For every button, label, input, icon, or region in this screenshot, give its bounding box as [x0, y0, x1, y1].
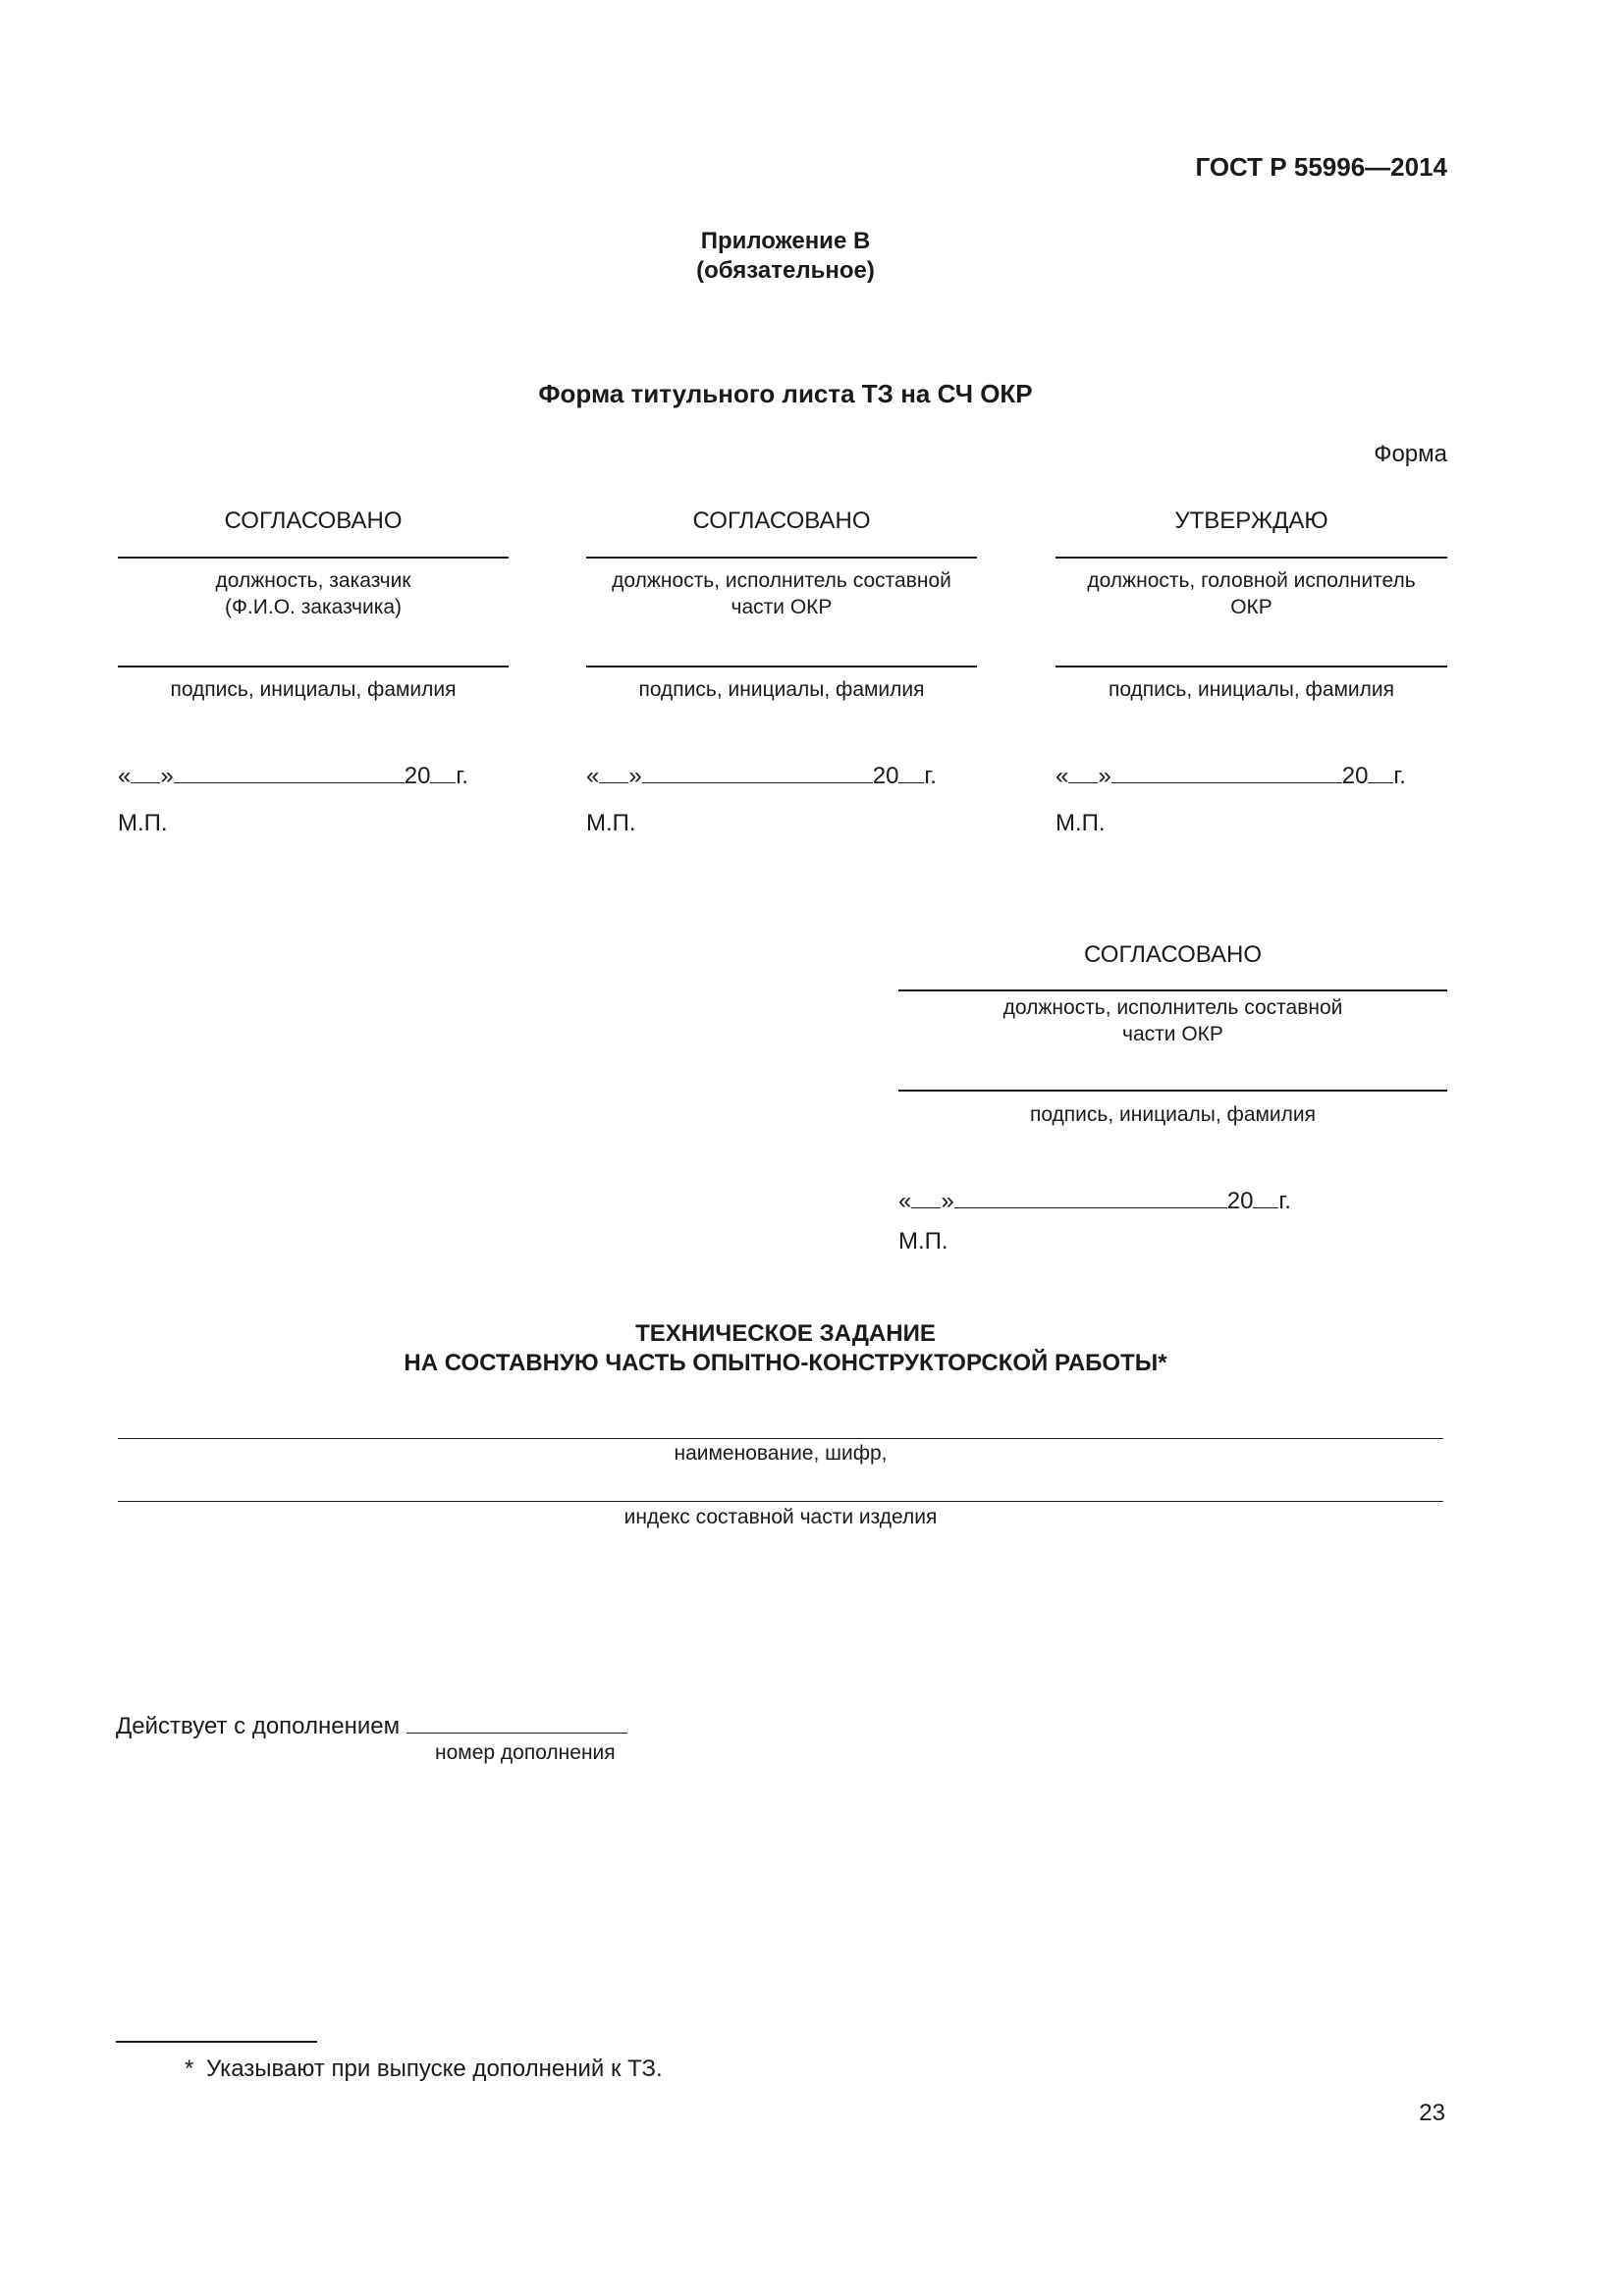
date-year: 20 — [1341, 763, 1369, 789]
date-quote-open: « — [898, 1188, 912, 1214]
month-blank — [642, 761, 873, 783]
date-suffix: г. — [456, 763, 468, 789]
supplement-label: Действует с дополнением — [116, 1713, 401, 1739]
seal-mark: М.П. — [1056, 810, 1106, 836]
column-heading: УТВЕРЖДАЮ — [1174, 507, 1328, 534]
month-blank — [1111, 761, 1342, 783]
position-line — [1056, 557, 1447, 559]
signature-caption: подпись, инициалы, фамилия — [1108, 678, 1395, 701]
day-blank — [599, 761, 628, 783]
day-blank — [911, 1186, 941, 1208]
appendix-status: (обязательное) — [696, 257, 875, 284]
date-quote-close: » — [160, 763, 174, 789]
signature-line — [898, 1090, 1447, 1092]
date-suffix: г. — [1393, 763, 1406, 789]
column-heading: СОГЛАСОВАНО — [224, 507, 403, 534]
index-line — [118, 1501, 1443, 1502]
footnote-marker: * — [185, 2056, 194, 2082]
date-field — [1056, 761, 1406, 790]
date-year: 20 — [1226, 1188, 1254, 1214]
date-quote-open: « — [1056, 763, 1069, 789]
signature-line — [118, 666, 509, 667]
signature-caption: подпись, инициалы, фамилия — [1029, 1103, 1317, 1126]
date-quote-open: « — [586, 763, 600, 789]
footnote-separator — [116, 2041, 317, 2043]
date-suffix: г. — [1278, 1188, 1291, 1214]
appendix-title: Приложение В — [700, 228, 871, 254]
seal-mark: М.П. — [586, 810, 636, 836]
day-blank — [131, 761, 160, 783]
position-line — [586, 557, 977, 559]
position-line — [118, 557, 509, 559]
month-blank — [954, 1186, 1227, 1208]
date-quote-close: » — [628, 763, 642, 789]
date-year: 20 — [404, 763, 431, 789]
position-caption: должность, головной исполнитель ОКР — [1087, 569, 1416, 618]
document-title-line2: НА СОСТАВНУЮ ЧАСТЬ ОПЫТНО-КОНСТРУКТОРСКОЙ РАБОТЫ* — [404, 1350, 1167, 1376]
signature-line — [586, 666, 977, 667]
date-suffix: г. — [924, 763, 937, 789]
position-caption: должность, исполнитель составной части ОКР — [1002, 996, 1343, 1045]
signature-caption: подпись, инициалы, фамилия — [170, 678, 457, 701]
supplement-blank — [406, 1711, 627, 1734]
seal-mark: М.П. — [898, 1228, 948, 1255]
standard-number: ГОСТ Р 55996—2014 — [1195, 152, 1447, 182]
signature-caption: подпись, инициалы, фамилия — [638, 678, 925, 701]
month-blank — [174, 761, 405, 783]
year-blank — [430, 761, 456, 783]
footnote — [185, 2056, 663, 2083]
year-blank — [1368, 761, 1393, 783]
date-field — [898, 1186, 1291, 1215]
name-caption: наименование, шифр, — [674, 1442, 888, 1465]
form-title: Форма титульного листа ТЗ на СЧ ОКР — [538, 379, 1033, 408]
document-title-line1: ТЕХНИЧЕСКОЕ ЗАДАНИЕ — [635, 1320, 936, 1347]
position-line — [898, 989, 1447, 991]
date-quote-close: » — [1098, 763, 1111, 789]
date-year: 20 — [872, 763, 899, 789]
position-caption: должность, заказчик (Ф.И.О. заказчика) — [215, 569, 411, 618]
date-quote-open: « — [118, 763, 132, 789]
supplement-caption: номер дополнения — [435, 1741, 616, 1764]
date-field — [586, 761, 937, 790]
year-blank — [1253, 1186, 1278, 1208]
block-heading: СОГЛАСОВАНО — [1083, 941, 1263, 968]
supplement-field — [116, 1711, 627, 1740]
footnote-text: Указывают при выпуске дополнений к ТЗ. — [206, 2056, 663, 2082]
page-number: 23 — [1419, 2100, 1445, 2126]
date-field — [118, 761, 468, 790]
date-quote-close: » — [941, 1188, 954, 1214]
signature-line — [1056, 666, 1447, 667]
index-caption: индекс составной части изделия — [623, 1506, 938, 1528]
form-label: Форма — [1374, 441, 1447, 467]
year-blank — [898, 761, 924, 783]
seal-mark: М.П. — [118, 810, 168, 836]
column-heading: СОГЛАСОВАНО — [692, 507, 871, 534]
name-line — [118, 1438, 1443, 1439]
day-blank — [1068, 761, 1098, 783]
position-caption: должность, исполнитель составной части ОКР — [612, 569, 951, 618]
